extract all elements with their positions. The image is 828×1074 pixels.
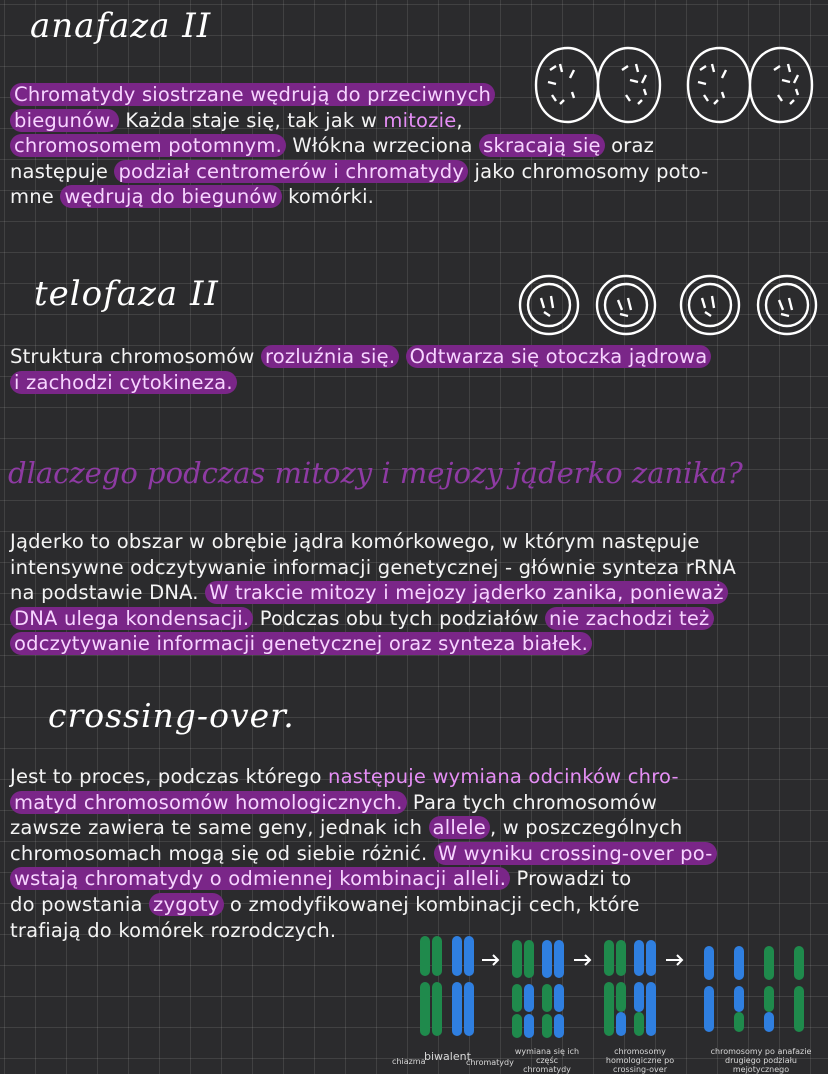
anafaza-line	[10, 159, 708, 185]
highlighted-phrase: wstają chromatydy o odmiennej kombinacji alleli.	[10, 867, 510, 890]
crossing-line	[10, 841, 717, 867]
crossing-paragraph	[10, 764, 717, 943]
text-run: na podstawie DNA.	[10, 581, 206, 605]
caption-exchange: wymiana się ich częśc chromatydy	[514, 1047, 580, 1074]
text-run: ,	[456, 108, 463, 132]
text-run: Prowadzi to	[510, 867, 632, 891]
separated-chromatids-group	[704, 946, 804, 1032]
crossing-line	[10, 790, 717, 816]
telofaza-line	[10, 344, 711, 370]
crossing-over-diagram	[408, 932, 824, 1050]
text-run: trafiają do komórek rozrodczych.	[10, 918, 337, 942]
question-line	[10, 606, 736, 632]
text-run: oraz	[604, 134, 655, 158]
text-run: zawsze zawiera te same geny, jednak ich	[10, 816, 429, 840]
text-run: Jest to proces, podczas którego	[10, 765, 329, 788]
question-line	[10, 529, 736, 555]
question-line	[10, 555, 736, 581]
text-run: następuje	[10, 159, 115, 183]
anafaza-line	[10, 133, 708, 159]
highlighted-phrase: W wyniku crossing-over po-	[434, 842, 717, 865]
question-line	[10, 631, 736, 657]
text-run: mne	[10, 185, 61, 209]
text-run: komórki.	[281, 185, 375, 209]
bivalent-group	[420, 936, 474, 1036]
caption-after-anaphase: chromosomy po anafazie drugiego podziału mejotycznego	[710, 1047, 812, 1074]
question-line	[10, 580, 736, 606]
highlighted-phrase: i zachodzi cytokineza.	[10, 371, 237, 394]
text-run: o zmodyfikowanej kombinacji cech, które	[223, 892, 640, 916]
highlighted-phrase: allele	[429, 816, 490, 839]
text-run: intensywne odczytywanie informacji genetycznej - głównie synteza rRNA	[10, 555, 737, 579]
text-run: Struktura chromosomów	[10, 345, 261, 368]
highlighted-phrase: W trakcie mitozy i mejozy jąderko zanika, ponieważ	[205, 581, 728, 604]
telophase-cells-figure	[516, 272, 822, 338]
highlighted-phrase: wędrują do biegunów	[60, 185, 281, 208]
crossing-line	[10, 815, 717, 841]
telofaza-heading: telofaza II	[34, 274, 219, 314]
highlighted-phrase: matyd chromosomów homologicznych.	[10, 791, 407, 814]
highlighted-phrase: Chromatydy siostrzane wędrują do przeciwnych	[10, 83, 495, 106]
highlighted-phrase: Odtwarza się otoczka jądrowa	[406, 345, 712, 368]
highlighted-phrase: DNA ulega kondensacji.	[10, 607, 253, 630]
accent-phrase: następuje wymiana odcinków chro-	[328, 765, 679, 788]
highlighted-phrase: skracają się	[479, 134, 605, 157]
highlighted-phrase: chromosomem potomnym.	[10, 134, 286, 157]
highlighted-phrase: nie zachodzi też	[545, 607, 713, 630]
telofaza-line	[10, 370, 711, 396]
crossing-line	[10, 764, 717, 790]
highlighted-phrase: odczytywanie informacji genetycznej oraz synteza białek.	[10, 632, 592, 655]
text-run: do powstania	[10, 892, 150, 916]
caption-chromatydy: chromatydy	[466, 1058, 514, 1067]
anafaza-line	[10, 184, 708, 210]
highlighted-phrase: rozluźnia się.	[261, 345, 399, 368]
text-run	[399, 345, 405, 368]
question-paragraph	[10, 529, 736, 657]
caption-biwalent: biwalent	[424, 1050, 471, 1063]
anaphase-cells-figure	[530, 40, 820, 130]
text-run: jako chromosomy poto-	[468, 159, 709, 183]
text-run: Włókna wrzeciona	[285, 134, 480, 158]
text-run: , w poszczególnych	[489, 816, 683, 840]
text-run: Para tych chromosomów	[406, 790, 658, 814]
text-run: Jąderko to obszar w obrębie jądra komórkowego, w którym następuje	[10, 530, 700, 553]
crossing-line	[10, 866, 717, 892]
text-run: Podczas obu tych podziałów	[253, 606, 546, 630]
highlighted-phrase: podział centromerów i chromatydy	[114, 160, 468, 183]
text-run: chromosomach mogą się od siebie różnić.	[10, 841, 434, 865]
caption-homologous: chromosomy homologiczne po crossing-over	[605, 1047, 675, 1074]
highlighted-phrase: biegunów.	[10, 109, 119, 132]
exchange-group	[512, 940, 564, 1038]
question-heading: dlaczego podczas mitozy i mejozy jąderko zanika?	[8, 456, 743, 490]
crossing-heading: crossing-over.	[48, 696, 295, 735]
highlighted-phrase: zygoty	[149, 893, 223, 916]
text-run: Każda staje się, tak jak w	[118, 108, 384, 132]
homologous-after-group	[604, 940, 656, 1036]
telofaza-paragraph	[10, 344, 711, 395]
crossing-line	[10, 892, 717, 918]
caption-chiazma: chiazma	[392, 1057, 426, 1066]
anafaza-heading: anafaza II	[30, 6, 212, 46]
accent-phrase: mitozie	[383, 108, 457, 132]
